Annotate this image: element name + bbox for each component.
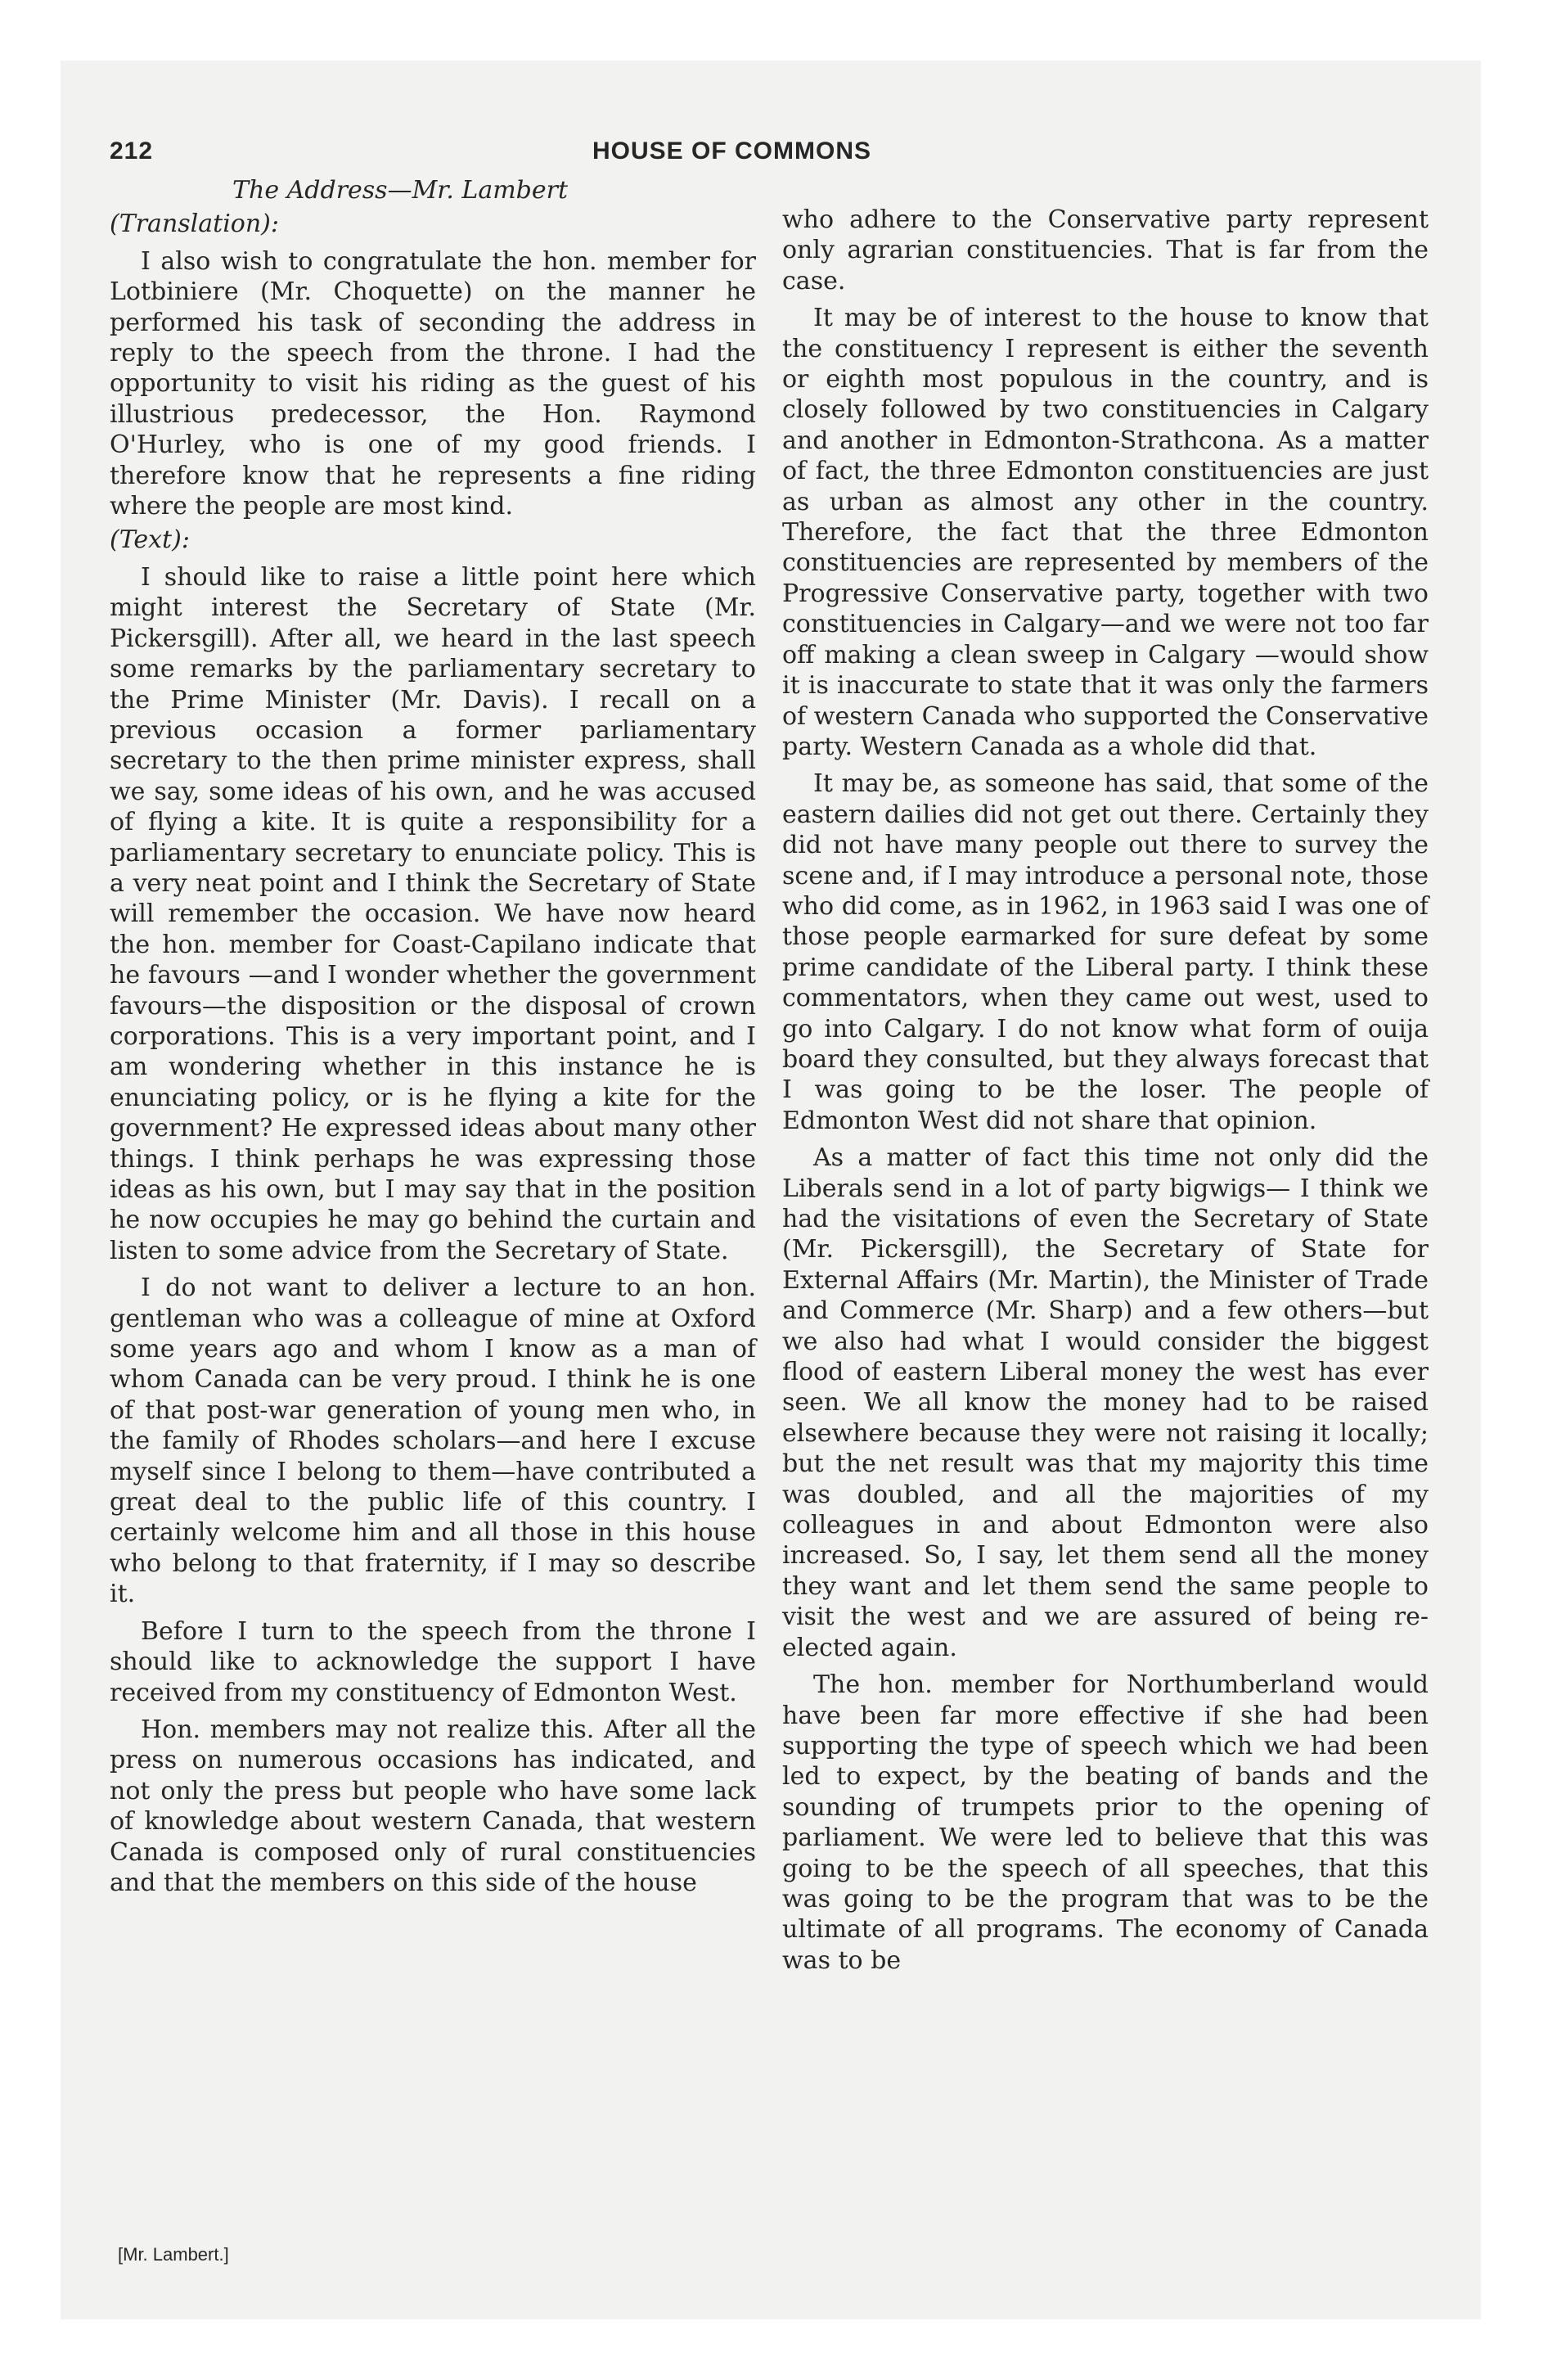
running-title: HOUSE OF COMMONS <box>592 137 872 165</box>
page-number: 212 <box>110 137 154 165</box>
left-column <box>110 175 756 1898</box>
section-subheading: The Address—Mr. Lambert <box>232 176 569 205</box>
text-label: (Text): <box>110 525 190 555</box>
right-column <box>782 205 1429 1976</box>
speaker-footer: [Mr. Lambert.] <box>118 2244 229 2265</box>
paragraph: I also wish to congratulate the hon. member for Lotbiniere (Mr. Choquette) on the manner he performed his task of seconding the address in reply to the speech from the throne. I had the opportunity to visit his riding as the guest of his illustrious predecessor, the Hon. Raymond O'Hurley, who is one of my good friends. I therefore know that he represents a fine riding where the people are most kind. <box>110 246 756 521</box>
paragraph: I should like to raise a little point here which might interest the Secretary of State (Mr. Pickersgill). After all, we heard in the last speech some remarks by the parliamentary secretary to the Prime Minister (Mr. Davis). I recall on a previous occasion a former parliamentary secretary to the then prime minister express, shall we say, some ideas of his own, and he was accused of flying a kite. It is quite a responsibility for a parliamentary secretary to enunciate policy. This is a very neat point and I think the Secretary of State will remember the occasion. We have now heard the hon. member for Coast-Capilano indicate that he favours —and I wonder whether the government favours—the disposition or the disposal of crown corporations. This is a very important point, and I am wondering whether in this instance he is enunciating policy, or is he flying a kite for the government? He expressed ideas about many other things. I think perhaps he was expressing those ideas as his own, but I may say that in the position he now occupies he may go behind the curtain and listen to some advice from the Secretary of State. <box>110 562 756 1265</box>
paragraph: It may be of interest to the house to know that the constituency I represent is either the seventh or eighth most populous in the country, and is closely followed by two constituencies in Calgary and another in Edmonton-Strathcona. As a matter of fact, the three Edmonton constituencies are just as urban as almost any other in the country. Therefore, the fact that the three Edmonton constituencies are represented by members of the Progressive Conservative party, together with two constituencies in Calgary—and we were not too far off making a clean sweep in Calgary —would show it is inaccurate to state that it was only the farmers of western Canada who supported the Conservative party. Western Canada as a whole did that. <box>782 304 1429 761</box>
paragraph: I do not want to deliver a lecture to an hon. gentleman who was a colleague of mine at Oxford some years ago and whom I know as a man of whom Canada can be very proud. I think he is one of that post-war generation of young men who, in the family of Rhodes scholars—and here I excuse myself since I belong to them—have contributed a great deal to the public life of this country. I certainly welcome him and all those in this house who belong to that fraternity, if I may so describe it. <box>110 1273 756 1609</box>
paragraph: As a matter of fact this time not only did the Liberals send in a lot of party bigwigs— I think we had the visitations of even the Secretary of State (Mr. Pickersgill), the Secretary of State for External Affairs (Mr. Martin), the Minister of Trade and Commerce (Mr. Sharp) and a few others—but we also had what I would consider the biggest flood of eastern Liberal money the west has ever seen. We all know the money had to be raised elsewhere because they were not raising it locally; but the net result was that my majority this time was doubled, and all the majorities of my colleagues in and about Edmonton were also increased. So, I say, let them send all the money they want and let them send the same people to visit the west and we are assured of being re-elected again. <box>782 1143 1429 1662</box>
paragraph: It may be, as someone has said, that some of the eastern dailies did not get out there. Certainly they did not have many people out there to survey the scene and, if I may introduce a personal note, those who did come, as in 1962, in 1963 said I was one of those people earmarked for sure defeat by some prime candidate of the Liberal party. I think these commentators, when they came out west, used to go into Calgary. I do not know what form of ouija board they consulted, but they always forecast that I was going to be the loser. The people of Edmonton West did not share that opinion. <box>782 769 1429 1135</box>
paragraph: The hon. member for Northumberland would have been far more effective if she had been supporting the type of speech which we had been led to expect, by the beating of bands and the sounding of trumpets prior to the opening of parliament. We were led to believe that this was going to be the speech of all speeches, that this was going to be the program that was to be the ultimate of all programs. The economy of Canada was to be <box>782 1670 1429 1975</box>
paragraph: Hon. members may not realize this. After all the press on numerous occasions has indicated, and not only the press but people who have some lack of knowledge about western Canada, that western Canada is composed only of rural constituencies and that the members on this side of the house <box>110 1715 756 1897</box>
paragraph-continued: who adhere to the Conservative party represent only agrarian constituencies. That is far from the case. <box>782 205 1429 295</box>
paragraph: Before I turn to the speech from the throne I should like to acknowledge the support I have received from my constituency of Edmonton West. <box>110 1616 756 1707</box>
translation-label: (Translation): <box>110 210 279 239</box>
page-header <box>110 137 1435 170</box>
